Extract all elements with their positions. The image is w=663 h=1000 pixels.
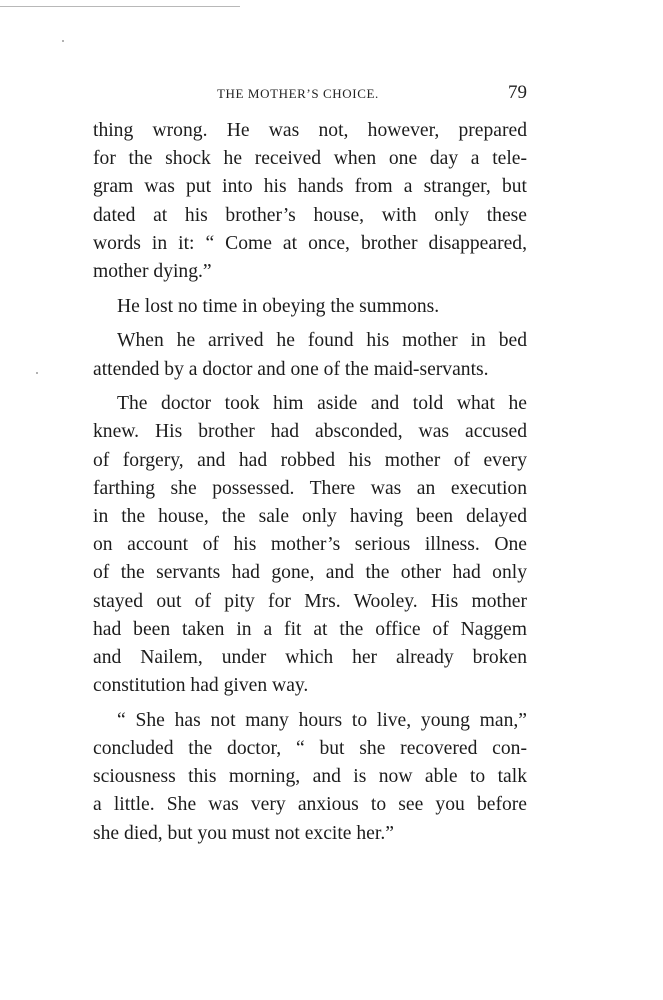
- text-line: mother dying.”: [93, 260, 212, 282]
- text-line: sciousness this morning, and is now able to talk: [93, 766, 527, 788]
- text-line: on account of his mother’s serious illness. One: [93, 534, 527, 556]
- text-line: farthing she possessed. There was an execution: [93, 477, 527, 499]
- text-line: stayed out of pity for Mrs. Wooley. His mother: [93, 590, 527, 612]
- body-text: [93, 117, 527, 848]
- text-line: constitution had given way.: [93, 675, 309, 697]
- text-line: for the shock he received when one day a tele-: [93, 148, 527, 170]
- text-line: thing wrong. He was not, however, prepared: [93, 120, 527, 141]
- text-line: had been taken in a fit at the office of Naggem: [93, 618, 527, 640]
- text-line: and Nailem, under which her already broken: [93, 646, 527, 668]
- text-line: When he arrived he found his mother in bed: [117, 330, 527, 352]
- running-header: [93, 82, 527, 106]
- text-line: The doctor took him aside and told what he: [117, 393, 527, 415]
- text-line: “ She has not many hours to live, young man,”: [117, 709, 527, 731]
- text-line: dated at his brother’s house, with only these: [93, 204, 527, 226]
- text-line: attended by a doctor and one of the maid-servants.: [93, 358, 489, 380]
- scan-edge-line: [0, 6, 240, 7]
- text-line: He lost no time in obeying the summons.: [117, 295, 440, 317]
- text-line: of the servants had gone, and the other had only: [93, 562, 527, 584]
- text-line: in the house, the sale only having been delayed: [93, 505, 527, 527]
- text-line: words in it: “ Come at once, brother disappeared,: [93, 232, 527, 254]
- scan-speck: [62, 40, 64, 42]
- running-title: THE MOTHER’S CHOICE.: [217, 86, 379, 101]
- text-line: she died, but you must not excite her.”: [93, 822, 394, 844]
- scan-speck: [36, 372, 38, 374]
- text-line: of forgery, and had robbed his mother of every: [93, 449, 527, 471]
- page-number: 79: [508, 82, 527, 103]
- text-line: gram was put into his hands from a stranger, but: [93, 176, 527, 198]
- text-line: concluded the doctor, “ but she recovered con-: [93, 737, 527, 759]
- text-line: knew. His brother had absconded, was accused: [93, 421, 527, 443]
- text-line: a little. She was very anxious to see you before: [93, 794, 527, 816]
